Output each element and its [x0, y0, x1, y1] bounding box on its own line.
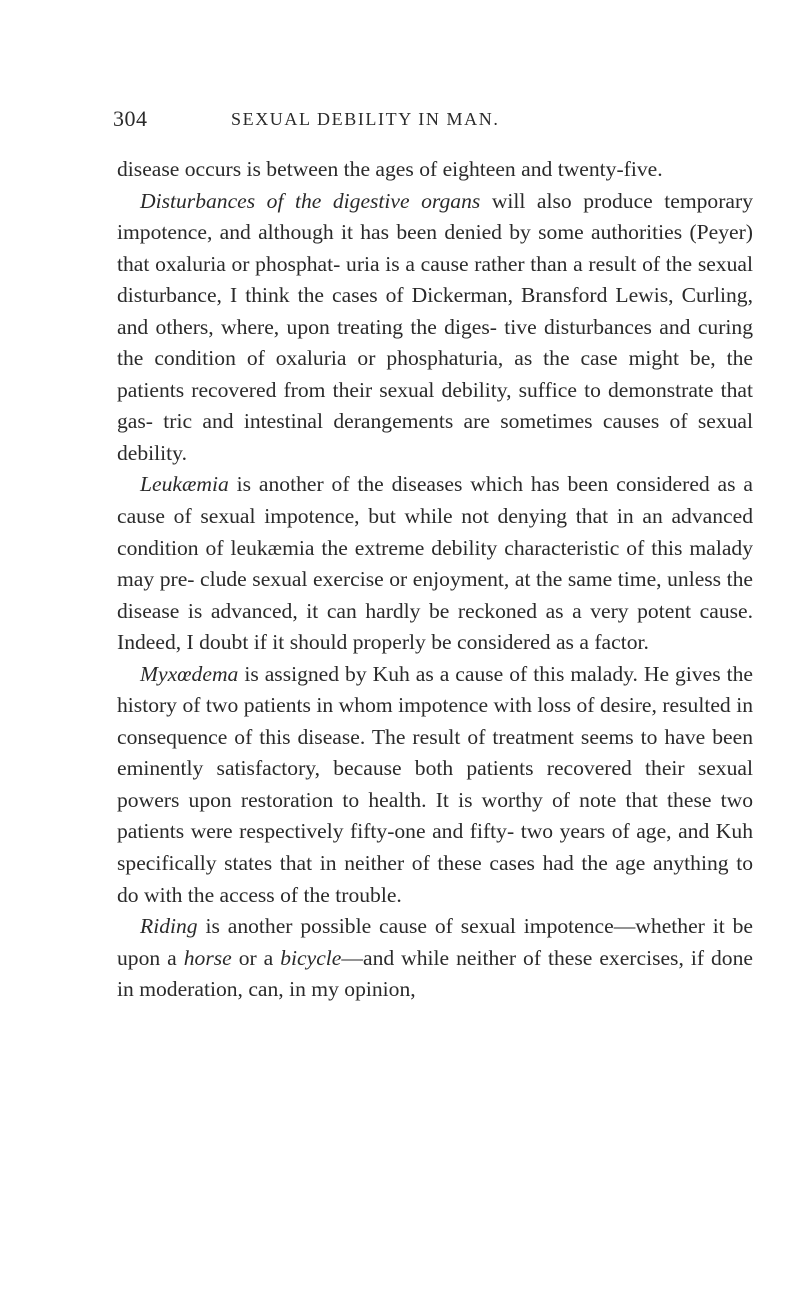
emphasis-bicycle: bicycle	[280, 945, 342, 970]
paragraph	[117, 469, 753, 658]
page-number: 304	[113, 106, 148, 131]
page-header	[113, 106, 753, 140]
paragraph-text: is another of the diseases which has been considered as a cause of sexual impotence, but while not denying that in an advanced condition of leukæmia the extreme debility characteristic of this malady may pre- clude sexual exercise or enjoyment, at the same time, unless the disease is advanced, it can hardly be reckoned as a very potent cause. Indeed, I doubt if it should properly be considered as a factor.	[117, 472, 753, 655]
paragraph	[117, 154, 753, 186]
paragraph-text: disease occurs is between the ages of eighteen and twenty-five.	[117, 157, 663, 181]
body-text	[117, 154, 753, 1006]
topic-heading-leukaemia: Leukæmia	[140, 472, 229, 497]
running-head: SEXUAL DEBILITY IN MAN.	[231, 109, 500, 129]
topic-heading-myxoedema: Myxœdema	[140, 661, 239, 686]
topic-heading-riding: Riding	[140, 914, 198, 939]
paragraph-text: is another possible cause of sexual impotence—whether it be upon a	[117, 914, 753, 970]
paragraph	[117, 659, 753, 911]
topic-heading-digestive: Disturbances of the digestive organs	[140, 188, 481, 213]
paragraph-text: or a	[231, 945, 281, 970]
paragraph-text: is assigned by Kuh as a cause of this malady. He gives the history of two patients in whom impotence with loss of desire, resulted in consequence of this disease. The result of treatment seems to have been eminently satisfactory, because both patients recovered their sexual powers upon restoration to health. It is worthy of note that these two patients were respectively fifty-one and fifty- two years of age, and Kuh specifically states that in neither of these cases had the age anything to do with the access of the trouble.	[117, 661, 753, 907]
paragraph	[117, 186, 753, 470]
paragraph-text: —and while neither of these exercises, if done in moderation, can, in my opinion,	[117, 945, 753, 1002]
emphasis-horse: horse	[183, 945, 232, 970]
paragraph	[117, 911, 753, 1006]
paragraph-text: will also produce temporary impotence, and although it has been denied by some authorities (Peyer) that oxaluria or phosphat- uria is a cause rather than a result of the sexual disturbance, I think the cases of Dickerman, Bransford Lewis, Curling, and others, where, upon treating the diges- tive disturbances and curing the condition of oxaluria or phosphaturia, as the case might be, the patients recovered from their sexual debility, suffice to demonstrate that gas- tric and intestinal derangements are sometimes causes of sexual debility.	[117, 188, 753, 465]
